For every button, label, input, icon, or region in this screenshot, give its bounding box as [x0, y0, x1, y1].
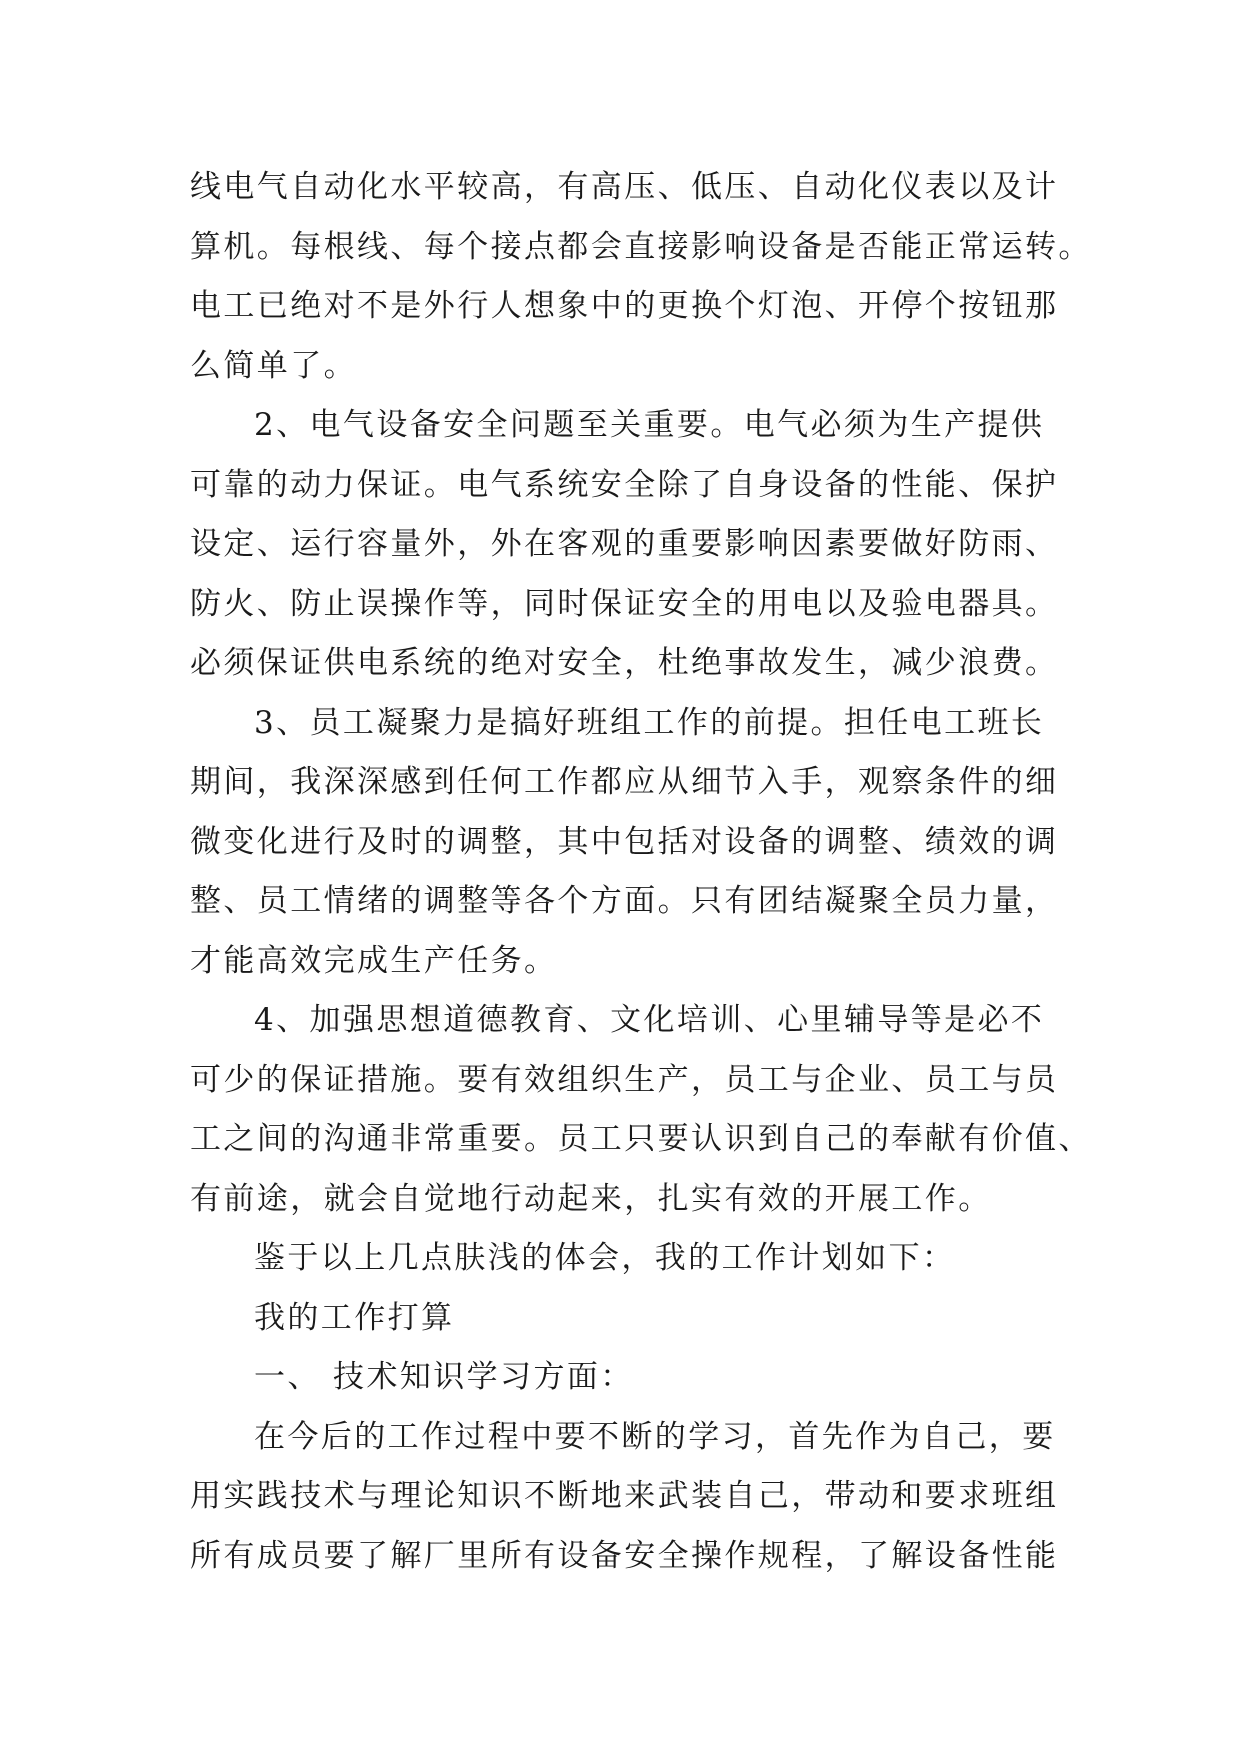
- text-line: 才能高效完成生产任务。: [190, 942, 558, 979]
- text-line: 整、员工情绪的调整等各个方面。只有团结凝聚全员力量，: [190, 883, 1059, 919]
- text-line: 鉴于以上几点肤浅的体会，我的工作计划如下：: [254, 1240, 956, 1276]
- text-line: 工之间的沟通非常重要。员工只要认识到自己的奉献有价值、: [190, 1121, 1092, 1157]
- text-line: 设定、运行容量外，外在客观的重要影响因素要做好防雨、: [190, 526, 1059, 562]
- text-line: 么简单了。: [190, 347, 357, 384]
- text-line: 有前途，就会自觉地行动起来，扎实有效的开展工作。: [190, 1180, 992, 1217]
- text-line: 线电气自动化水平较高，有高压、低压、自动化仪表以及计: [190, 169, 1059, 205]
- text-line: 3、员工凝聚力是搞好班组工作的前提。担任电工班长: [254, 704, 1045, 741]
- text-line: 微变化进行及时的调整，其中包括对设备的调整、绩效的调: [190, 823, 1059, 860]
- text-line: 可少的保证措施。要有效组织生产，员工与企业、员工与员: [190, 1061, 1059, 1098]
- text-line: 防火、防止误操作等，同时保证安全的用电以及验电器具。: [190, 585, 1059, 622]
- text-line: 用实践技术与理论知识不断地来武装自己，带动和要求班组: [190, 1478, 1059, 1514]
- text-line: 所有成员要了解厂里所有设备安全操作规程，了解设备性能: [190, 1537, 1059, 1574]
- text-line: 期间，我深深感到任何工作都应从细节入手，观察条件的细: [190, 764, 1059, 800]
- text-line: 必须保证供电系统的绝对安全，杜绝事故发生，减少浪费。: [190, 645, 1059, 681]
- text-line: 算机。每根线、每个接点都会直接影响设备是否能正常运转。: [190, 228, 1092, 265]
- text-line: 2、电气设备安全问题至关重要。电气必须为生产提供: [254, 407, 1045, 443]
- text-line: 电工已绝对不是外行人想象中的更换个灯泡、开停个按钮那: [190, 288, 1059, 324]
- text-line: 4、加强思想道德教育、文化培训、心里辅导等是必不: [254, 1002, 1045, 1038]
- text-line: 我的工作打算: [254, 1299, 455, 1336]
- text-line: 在今后的工作过程中要不断的学习，首先作为自己，要: [254, 1418, 1056, 1455]
- document-body: [190, 158, 1092, 1586]
- text-line: 一、 技术知识学习方面：: [254, 1359, 634, 1395]
- text-line: 可靠的动力保证。电气系统安全除了自身设备的性能、保护: [190, 466, 1059, 503]
